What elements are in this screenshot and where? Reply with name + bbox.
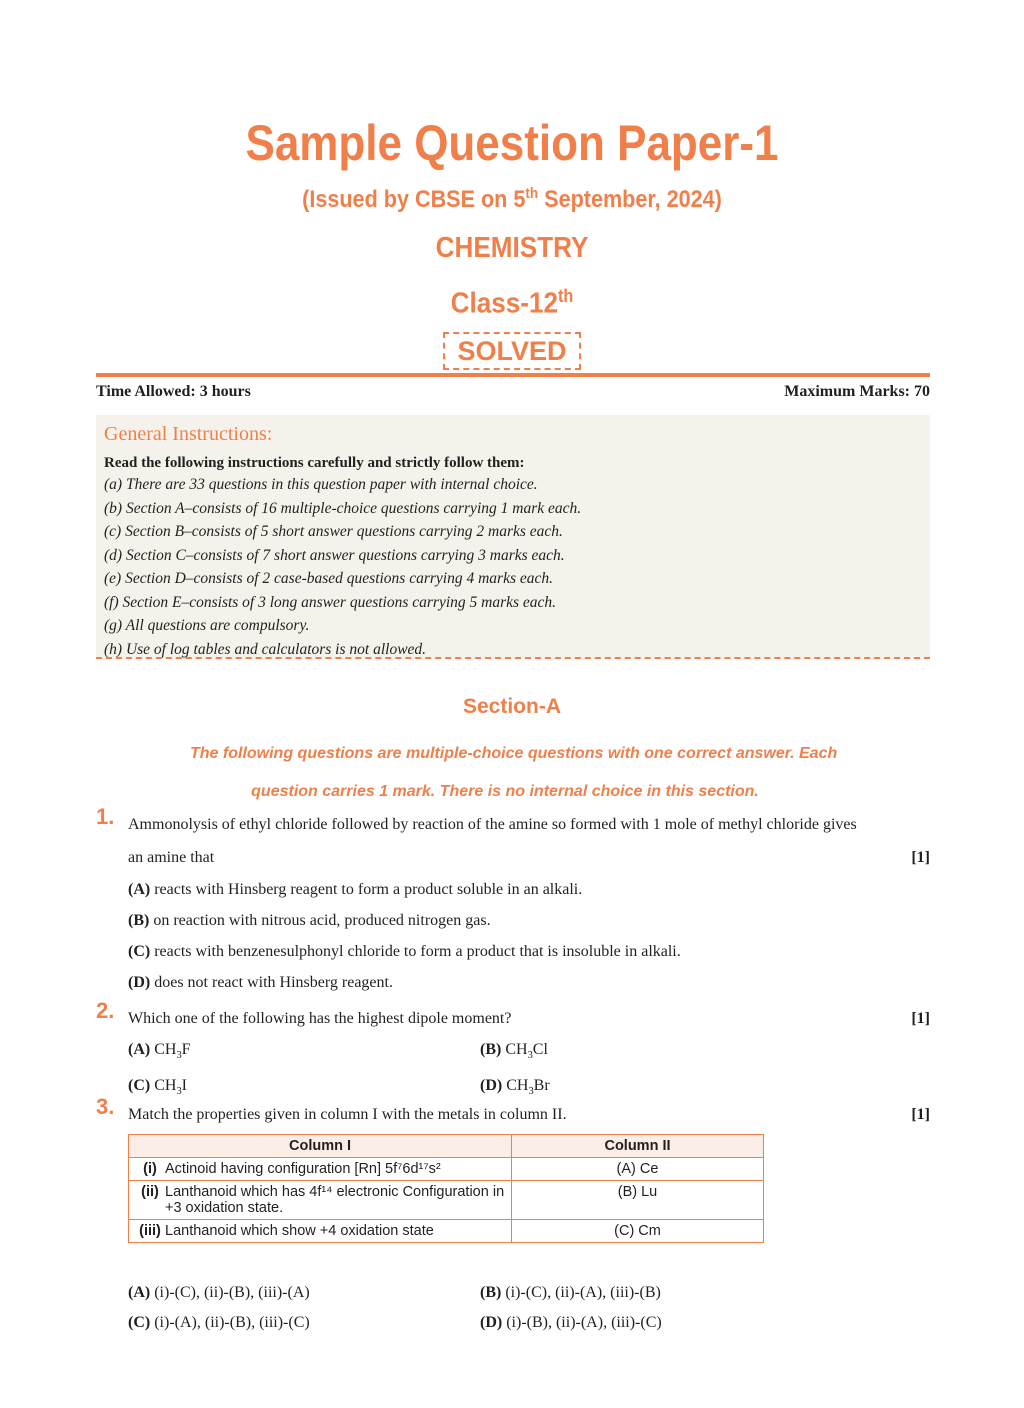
option: (B) $CH_3Cl$ (480, 1041, 548, 1062)
instructions-lead: Read the following instructions carefully and strictly follow them: (104, 455, 525, 471)
instruction-item: (g) All questions are compulsory. (104, 617, 310, 634)
question-text: Match the properties given in column I with the metals in column II. [1] (128, 1098, 930, 1131)
question-1 (96, 804, 930, 998)
option: (C) $CH_3I$ (128, 1077, 187, 1098)
question-marks: [1] (911, 1010, 930, 1027)
instructions-title: General Instructions: (104, 423, 273, 445)
question-number: 1. (96, 804, 115, 829)
question-number: 2. (96, 998, 115, 1023)
option: (A) reacts with Hinsberg reagent to form a product soluble in an alkali. (128, 881, 583, 898)
issued-line: (Issued by CBSE on 5th September, 2024) (302, 185, 722, 213)
question-2 (96, 998, 930, 1107)
option: (D) does not react with Hinsberg reagent. (128, 974, 393, 991)
option: (A) (i)-(C), (ii)-(B), (iii)-(A) (128, 1284, 310, 1301)
option: (B) (i)-(C), (ii)-(A), (iii)-(B) (480, 1284, 661, 1301)
option: (D) (i)-(B), (ii)-(A), (iii)-(C) (480, 1314, 662, 1331)
instruction-item: (c) Section B–consists of 5 short answer questions carrying 2 marks each. (104, 523, 563, 540)
section-description: The following questions are multiple-choice questions with one correct answer. Each question carries 1 mark. There is no internal choice in this section. (190, 745, 838, 800)
option: (D) $CH_3Br$ (480, 1077, 550, 1098)
option: (A) $CH_3F$ (128, 1041, 191, 1062)
question-marks: [1] (911, 849, 930, 866)
question-number: 3. (96, 1094, 115, 1119)
maximum-marks: Maximum Marks: 70 (784, 383, 930, 400)
table-cell: (A) Ce (512, 1158, 764, 1181)
question-3 (96, 1094, 930, 1131)
paper-title: Sample Question Paper-1 (245, 115, 779, 171)
instruction-item: (e) Section D–consists of 2 case-based questions carrying 4 marks each. (104, 570, 553, 587)
option: (B) on reaction with nitrous acid, produced nitrogen gas. (128, 912, 491, 929)
table-row (129, 1158, 764, 1181)
paper-header (0, 108, 1024, 370)
time-allowed: Time Allowed: 3 hours (96, 383, 251, 400)
instruction-item: (d) Section C–consists of 7 short answer questions carrying 3 marks each. (104, 546, 565, 564)
instruction-item: (b) Section A–consists of 16 multiple-choice questions carrying 1 mark each. (104, 499, 582, 517)
table-cell: (iii) Lanthanoid which show +4 oxidation state (129, 1220, 512, 1243)
question-marks: [1] (911, 1106, 930, 1123)
question-text-continued: an amine that [1] (128, 841, 930, 874)
class-name: Class-12th (450, 286, 574, 320)
table-header-row (129, 1135, 764, 1158)
section-title: Section-A (462, 695, 561, 718)
question-text: Ammonolysis of ethyl chloride followed by reaction of the amine so formed with 1 mole of methyl chloride gives (128, 816, 857, 833)
table-cell: (C) Cm (512, 1220, 764, 1243)
instruction-item: (h) Use of log tables and calculators is not allowed. (104, 640, 427, 658)
header-divider (96, 373, 930, 377)
subject-name: CHEMISTRY (435, 232, 589, 264)
table-cell: (i) Actinoid having configuration [Rn] 5f⁷6d¹⁷s² (129, 1158, 512, 1181)
solved-badge: SOLVED (443, 332, 580, 370)
table-row (129, 1220, 764, 1243)
table-cell: (ii) Lanthanoid which has 4f¹⁴ electronic Configuration in +3 oxidation state. (129, 1181, 512, 1220)
column-header: Column II (512, 1135, 764, 1158)
option: (C) (i)-(A), (ii)-(B), (iii)-(C) (128, 1314, 310, 1331)
option: (C) reacts with benzenesulphonyl chloride to form a product that is insoluble in alkali. (128, 943, 681, 960)
question-text: Which one of the following has the highest dipole moment? [1] (128, 1002, 930, 1035)
exam-meta (96, 383, 930, 401)
match-table (128, 1134, 764, 1243)
question-3-options (96, 1278, 930, 1338)
instruction-item: (f) Section E–consists of 3 long answer questions carrying 5 marks each. (104, 593, 557, 611)
table-cell: (B) Lu (512, 1181, 764, 1220)
column-header: Column I (129, 1135, 512, 1158)
instruction-item: (a) There are 33 questions in this question paper with internal choice. (104, 476, 538, 493)
options-grid (128, 1035, 930, 1107)
table-row (129, 1181, 764, 1220)
general-instructions (96, 415, 930, 659)
options-grid (128, 1278, 930, 1338)
